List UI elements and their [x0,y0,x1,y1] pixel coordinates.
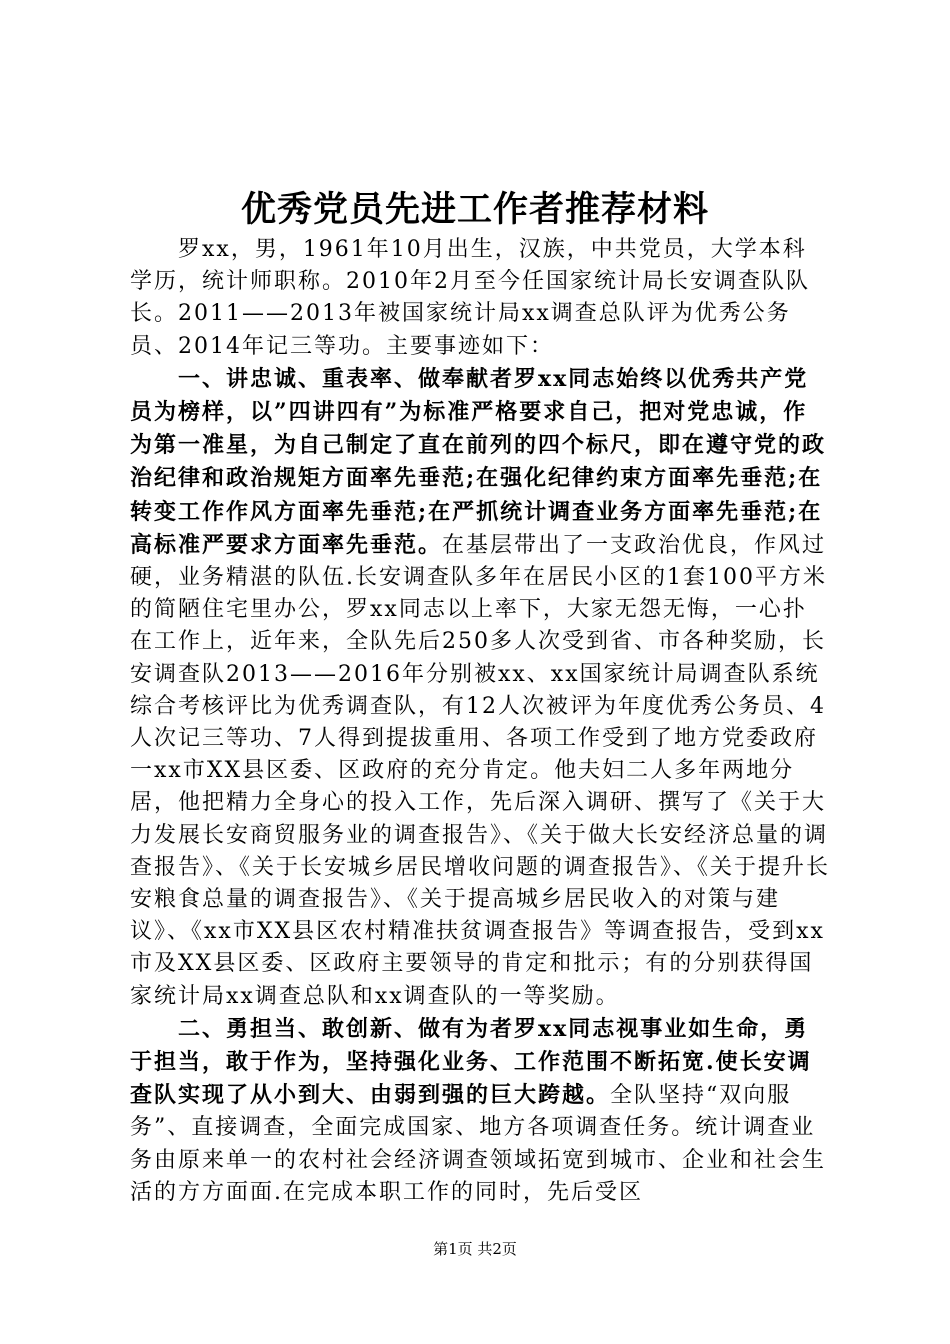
document-body [130,233,830,1209]
paragraph-text: 在基层带出了一支政治优良，作风过硬，业务精湛的队伍.长安调查队多年在居民小区的1套100平方米的简陋住宅里办公，罗xx同志以上率下，大家无怨无悔，一心扑在工作上，近年来，全队先后250多人次受到省、市各种奖励，长安调查队2013——2016年分别被xx、xx国家统计局调查队系统综合考核评比为优秀调查队，有12人次被评为年度优秀公务员、4人次记三等功、7人得到提拔重用、各项工作受到了地方党委政府一xx市XX县区委、区政府的充分肯定。他夫妇二人多年两地分居，他把精力全身心的投入工作，先后深入调研、撰写了《关于大力发展长安商贸服务业的调查报告》、《关于做大长安经济总量的调查报告》、《关于长安城乡居民增收问题的调查报告》、《关于提升长安粮食总量的调查报告》、《关于提高城乡居民收入的对策与建议》、《xx市XX县区农村精准扶贫调查报告》等调查报告，受到xx市及XX县区委、区政府主要领导的肯定和批示；有的分别获得国家统计局xx调查总队和xx调查队的一等奖励。 [130,532,831,1009]
paragraph-section-2 [130,1013,830,1209]
paragraph-text: 全队坚持“双向服务”、直接调查，全面完成国家、地方各项调查任务。统计调查业务由原来单一的农村社会经济调查领域拓宽到城市、企业和社会生活的方方面面.在完成本职工作的同时，先后受区 [130,1083,827,1205]
paragraph-text: 罗xx，男，1961年10月出生，汉族，中共党员，大学本科学历，统计师职称。2010年2月至今任国家统计局长安调查队队长。2011——2013年被国家统计局xx调查总队评为优秀公务员、2014年记三等功。主要事迹如下： [130,237,810,359]
paragraph-section-1 [130,363,830,1013]
paragraph-bold-lead: 二、勇担当、敢创新、做有为者罗xx同志视事业如生命，勇于担当，敢于作为，坚持强化业务、工作范围不断拓宽.使长安调查队实现了从小到大、由弱到强的巨大跨越。 [130,1015,812,1109]
paragraph-bold-lead: 一、讲忠诚、重表率、做奉献者罗xx同志始终以优秀共产党员为榜样，以”四讲四有”为标准严格要求自己，把对党忠诚，作为第一准星，为自己制定了直在前列的四个标尺，即在遵守党的政治纪律和政治规矩方面率先垂范;在强化纪律约束方面率先垂范;在转变工作作风方面率先垂范;在严抓统计调查业务方面率先垂范;在高标准严要求方面率先垂范。 [130,365,827,558]
page-footer: 第1页 共2页 [433,1240,517,1258]
document-title: 优秀党员先进工作者推荐材料 [240,189,709,230]
paragraph-intro [130,233,830,363]
